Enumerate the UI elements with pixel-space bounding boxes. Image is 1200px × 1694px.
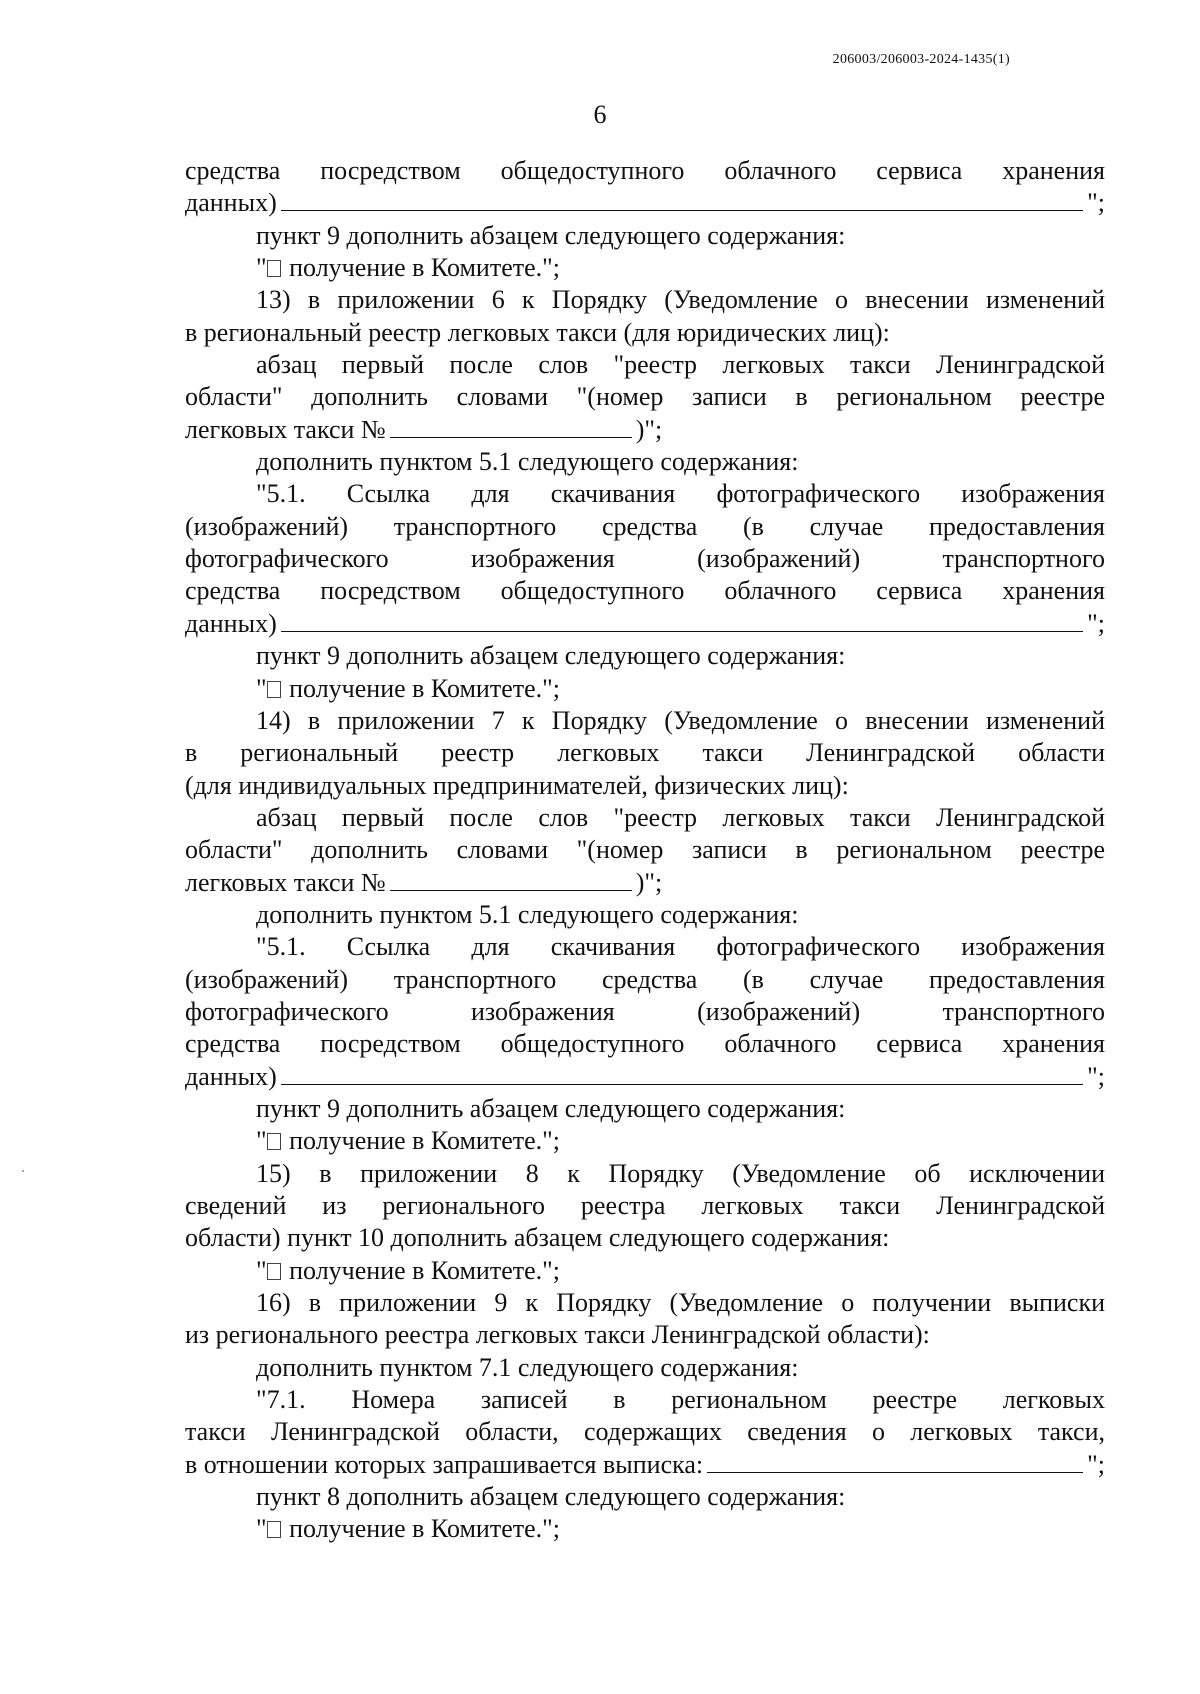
text-line: (изображений) транспортного средства (в случае предоставления [185,964,1105,994]
text-line: (изображений) транспортного средства (в случае предоставления [185,511,1105,541]
line-text: легковых такси № [185,867,386,897]
line-text: " [256,253,267,283]
text-line: "5.1. Ссылка для скачивания фотографического изображения [256,932,1105,962]
text-line: "5.1. Ссылка для скачивания фотографического изображения [256,479,1105,509]
line-text: в отношении которых запрашивается выписка: [185,1449,704,1479]
text-line [185,1255,1105,1287]
text-line: в региональный реестр легковых такси (для юридических лиц): [185,317,890,347]
text-line [185,1449,1105,1481]
text-line: сведений из регионального реестра легковых такси Ленинградской [185,1191,1105,1220]
text-line [185,1125,1105,1157]
text-line: пункт 9 дополнить абзацем следующего содержания: [256,220,846,250]
line-text: "; [1087,1449,1105,1479]
text-line: абзац первый после слов "реестр легковых такси Ленинградской [256,802,1105,832]
text-line [185,1513,1105,1545]
text-line: пункт 8 дополнить абзацем следующего содержания: [256,1482,846,1512]
text-line [185,187,1105,219]
text-line: пункт 9 дополнить абзацем следующего содержания: [256,641,846,671]
text-line: абзац первый после слов "реестр легковых такси Ленинградской [256,350,1105,380]
text-line: фотографического изображения (изображений) транспортного [185,996,1105,1026]
checkbox-icon [267,260,281,277]
document-body [185,155,1105,1546]
text-line [185,608,1105,640]
fill-in-blank [281,188,1083,211]
text-line: средства посредством общедоступного облачного сервиса хранения [185,576,1105,606]
checkbox-icon [267,681,281,698]
line-text: получение в Комитете."; [282,1126,560,1156]
text-line: 16) в приложении 9 к Порядку (Уведомление о получении выписки [256,1288,1105,1318]
fill-in-blank [390,415,632,438]
text-line: области" дополнить словами "(номер записи в региональном реестре [185,835,1105,865]
text-line: "7.1. Номера записей в региональном реестре легковых [256,1385,1105,1415]
text-line: такси Ленинградской области, содержащих сведения о легковых такси, [185,1417,1105,1447]
text-line [185,252,1105,284]
line-text: легковых такси № [185,414,386,444]
page-number: 6 [593,100,607,129]
checkbox-icon [267,1263,281,1280]
line-text: )"; [635,414,663,444]
text-line [185,673,1105,705]
text-line: 14) в приложении 7 к Порядку (Уведомление о внесении изменений [256,705,1105,735]
line-text: данных) [185,188,277,218]
text-line: средства посредством общедоступного облачного сервиса хранения [185,156,1105,185]
text-line: в региональный реестр легковых такси Ленинградской области [185,738,1105,768]
line-text: "; [1087,1061,1105,1091]
line-text: "; [1087,608,1105,638]
text-line [185,1061,1105,1093]
fill-in-blank [281,1062,1083,1085]
text-line: дополнить пунктом 7.1 следующего содержания: [256,1352,799,1382]
text-line: пункт 9 дополнить абзацем следующего содержания: [256,1093,846,1123]
text-line: фотографического изображения (изображений) транспортного [185,544,1105,574]
checkbox-icon [267,1133,281,1150]
document-id: 206003/206003-2024-1435(1) [832,52,1010,67]
text-line: средства посредством общедоступного облачного сервиса хранения [185,1029,1105,1059]
text-line: 15) в приложении 8 к Порядку (Уведомление об исключении [256,1158,1105,1188]
line-text: получение в Комитете."; [282,1514,560,1544]
text-line: области) пункт 10 дополнить абзацем следующего содержания: [185,1223,890,1253]
fill-in-blank [390,868,632,891]
text-line: области" дополнить словами "(номер записи в региональном реестре [185,382,1105,412]
text-line: 13) в приложении 6 к Порядку (Уведомление о внесении изменений [256,285,1105,315]
text-line: дополнить пунктом 5.1 следующего содержания: [256,899,799,929]
line-text: получение в Комитете."; [282,1255,560,1285]
line-text: получение в Комитете."; [282,673,560,703]
line-text: " [256,1255,267,1285]
line-text: "; [1087,188,1105,218]
fill-in-blank [281,609,1083,632]
fill-in-blank [707,1450,1083,1473]
text-line [185,867,1105,899]
text-line [185,414,1105,446]
text-line: из регионального реестра легковых такси Ленинградской области): [185,1320,930,1350]
line-text: данных) [185,608,277,638]
line-text: " [256,1514,267,1544]
checkbox-icon [267,1521,281,1538]
line-text: данных) [185,1061,277,1091]
text-line: дополнить пунктом 5.1 следующего содержания: [256,447,799,477]
line-text: " [256,673,267,703]
line-text: " [256,1126,267,1156]
scan-speck [22,1170,24,1172]
line-text: )"; [635,867,663,897]
text-line: (для индивидуальных предпринимателей, физических лиц): [185,770,849,800]
line-text: получение в Комитете."; [282,253,560,283]
